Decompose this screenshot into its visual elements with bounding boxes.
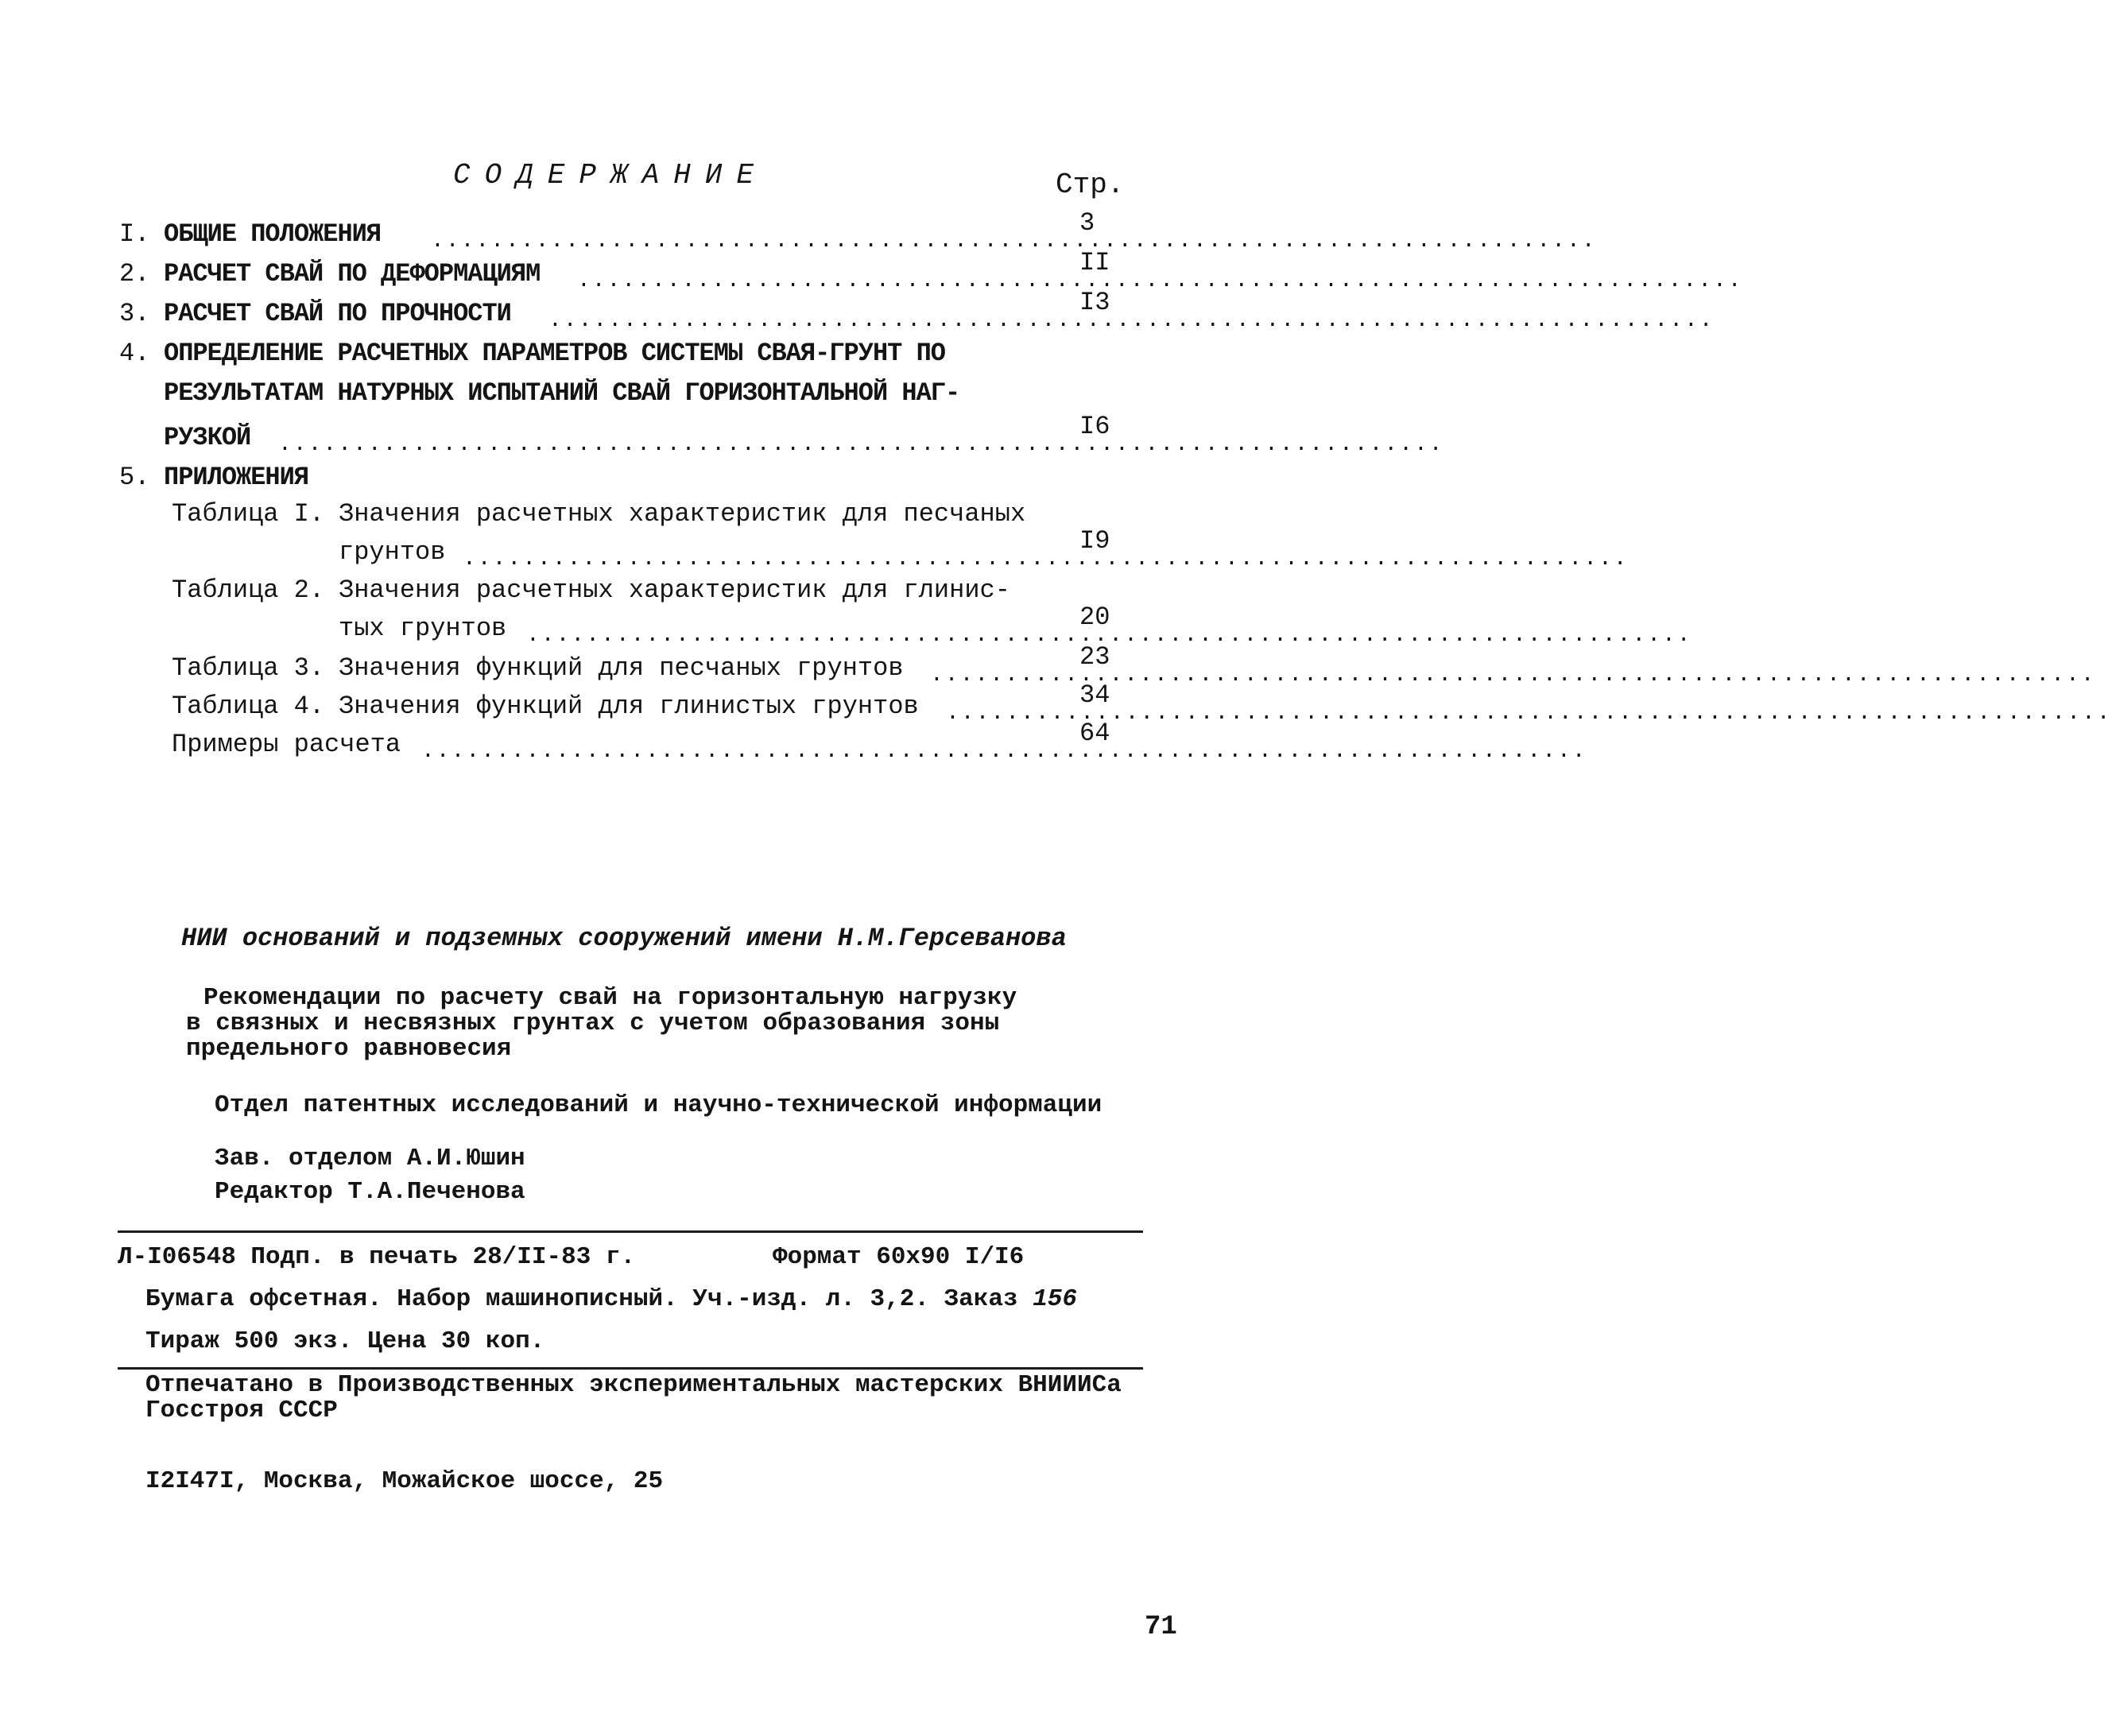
page-column-label: Стр. bbox=[1056, 169, 1125, 201]
dot-leader: .............................................................................. bbox=[278, 432, 1444, 457]
printer-info bbox=[145, 1373, 1122, 1424]
appendix-item-title-line: Значения функций для песчаных грунтов bbox=[339, 653, 904, 683]
publication-title-line: предельного равновесия bbox=[186, 1035, 512, 1063]
toc-item-page: 23 bbox=[1079, 642, 1110, 672]
appendix-table-label: Таблица 2. bbox=[172, 575, 325, 605]
toc-item-title-line: РУЗКОЙ bbox=[164, 423, 251, 452]
dot-leader: .............................................................................. bbox=[421, 739, 1587, 764]
appendix-item-title-line: Значения функций для глинистых грунтов bbox=[339, 692, 919, 721]
imprint-code-signed: Л-I06548 Подп. в печать 28/II-83 г. bbox=[118, 1243, 636, 1271]
divider bbox=[118, 1367, 1143, 1370]
toc-item-page: 64 bbox=[1079, 719, 1110, 748]
appendix-item-title-line: тых грунтов bbox=[339, 614, 507, 643]
toc-item bbox=[119, 339, 1097, 377]
imprint-run-price: Тираж 500 экз. Цена 30 коп. bbox=[145, 1327, 545, 1355]
order-number: 156 bbox=[1033, 1285, 1078, 1313]
toc-item bbox=[119, 248, 1743, 297]
toc-item-number: 3. bbox=[119, 299, 150, 328]
page-number: 71 bbox=[1145, 1612, 1177, 1642]
toc-item-page: 3 bbox=[1079, 208, 1095, 238]
appendix-table-label: Таблица 4. bbox=[172, 692, 325, 721]
dot-leader: .............................................................................. bbox=[463, 547, 1629, 572]
appendix-item-continuation bbox=[119, 603, 1692, 652]
toc-item-page: 34 bbox=[1079, 680, 1110, 710]
imprint-paper-line bbox=[145, 1285, 1077, 1313]
editor: Редактор Т.А.Печенова bbox=[215, 1178, 525, 1206]
toc-item-title-line: РЕЗУЛЬТАТАМ НАТУРНЫХ ИСПЫТАНИЙ СВАЙ ГОРИЗОНТАЛЬНОЙ НАГ- bbox=[164, 378, 960, 408]
toc-item-title: РАСЧЕТ СВАЙ ПО ПРОЧНОСТИ bbox=[164, 299, 511, 328]
dot-leader: .............................................................................. bbox=[431, 229, 1597, 254]
publication-title bbox=[186, 984, 1017, 1063]
toc-item-number: I. bbox=[119, 219, 150, 249]
toc-item-title: РАСЧЕТ СВАЙ ПО ДЕФОРМАЦИЯМ bbox=[164, 259, 541, 289]
toc-title: СОДЕРЖАНИЕ bbox=[453, 159, 769, 192]
dot-leader: .............................................................................. bbox=[930, 663, 2096, 688]
toc-item bbox=[119, 463, 1097, 501]
printer-line: Госстроя СССР bbox=[145, 1397, 338, 1424]
toc-item-page: I6 bbox=[1079, 412, 1110, 441]
appendix-item bbox=[119, 499, 1097, 537]
department: Отдел патентных исследований и научно-технической информации bbox=[215, 1091, 1103, 1119]
toc-item-number: 4. bbox=[119, 339, 150, 368]
toc-item-number: 5. bbox=[119, 463, 150, 492]
toc-item-page: II bbox=[1079, 248, 1110, 277]
department-head: Зав. отделом А.И.Юшин bbox=[215, 1145, 525, 1172]
toc-item-continuation bbox=[119, 412, 1444, 461]
toc-item-page: 20 bbox=[1079, 603, 1110, 632]
printer-line: Отпечатано в Производственных экспериментальных мастерских ВНИИИСа bbox=[145, 1371, 1122, 1399]
appendix-item-continuation bbox=[119, 526, 1629, 575]
dot-leader: .............................................................................. bbox=[526, 623, 1692, 648]
appendix-table-label: Таблица I. bbox=[172, 499, 325, 529]
toc-item bbox=[119, 288, 1715, 337]
toc-item-continuation bbox=[119, 378, 1097, 417]
appendix-table-label: Таблица 3. bbox=[172, 653, 325, 683]
imprint-format: Формат 60х90 I/I6 bbox=[773, 1243, 1025, 1271]
toc-item-title: ОБЩИЕ ПОЛОЖЕНИЯ bbox=[164, 219, 382, 249]
publication-title-line: Рекомендации по расчету свай на горизонтальную нагрузку bbox=[203, 984, 1017, 1012]
printer-address: I2I47I, Москва, Можайское шоссе, 25 bbox=[145, 1467, 664, 1495]
dot-leader: .............................................................................. bbox=[577, 269, 1743, 293]
toc-item bbox=[119, 208, 1597, 258]
appendix-item bbox=[119, 575, 1097, 614]
divider bbox=[118, 1230, 1143, 1233]
publication-title-line: в связных и несвязных грунтах с учетом образования зоны bbox=[186, 1009, 1000, 1037]
appendix-item-title-line: Значения расчетных характеристик для глинис- bbox=[339, 575, 1010, 605]
appendix-item bbox=[119, 719, 1587, 768]
appendix-item-title-line: грунтов bbox=[339, 537, 446, 567]
appendix-item bbox=[119, 680, 2112, 730]
dot-leader: .............................................................................. bbox=[946, 701, 2112, 726]
toc-item-page: I3 bbox=[1079, 288, 1110, 317]
toc-item-title-line: ОПРЕДЕЛЕНИЕ РАСЧЕТНЫХ ПАРАМЕТРОВ СИСТЕМЫ СВАЯ-ГРУНТ ПО bbox=[164, 339, 945, 368]
toc-item-title: ПРИЛОЖЕНИЯ bbox=[164, 463, 309, 492]
appendix-item bbox=[119, 642, 2096, 692]
imprint-paper-text: Бумага офсетная. Набор машинописный. Уч.-изд. л. 3,2. Заказ bbox=[145, 1285, 1018, 1313]
appendix-item-title-line: Примеры расчета bbox=[172, 730, 401, 759]
dot-leader: .............................................................................. bbox=[548, 308, 1715, 333]
institute-name: НИИ оснований и подземных сооружений имени Н.М.Герсеванова bbox=[181, 924, 1067, 953]
toc-item-page: I9 bbox=[1079, 526, 1110, 556]
toc-item-number: 2. bbox=[119, 259, 150, 289]
appendix-item-title-line: Значения расчетных характеристик для песчаных bbox=[339, 499, 1026, 529]
